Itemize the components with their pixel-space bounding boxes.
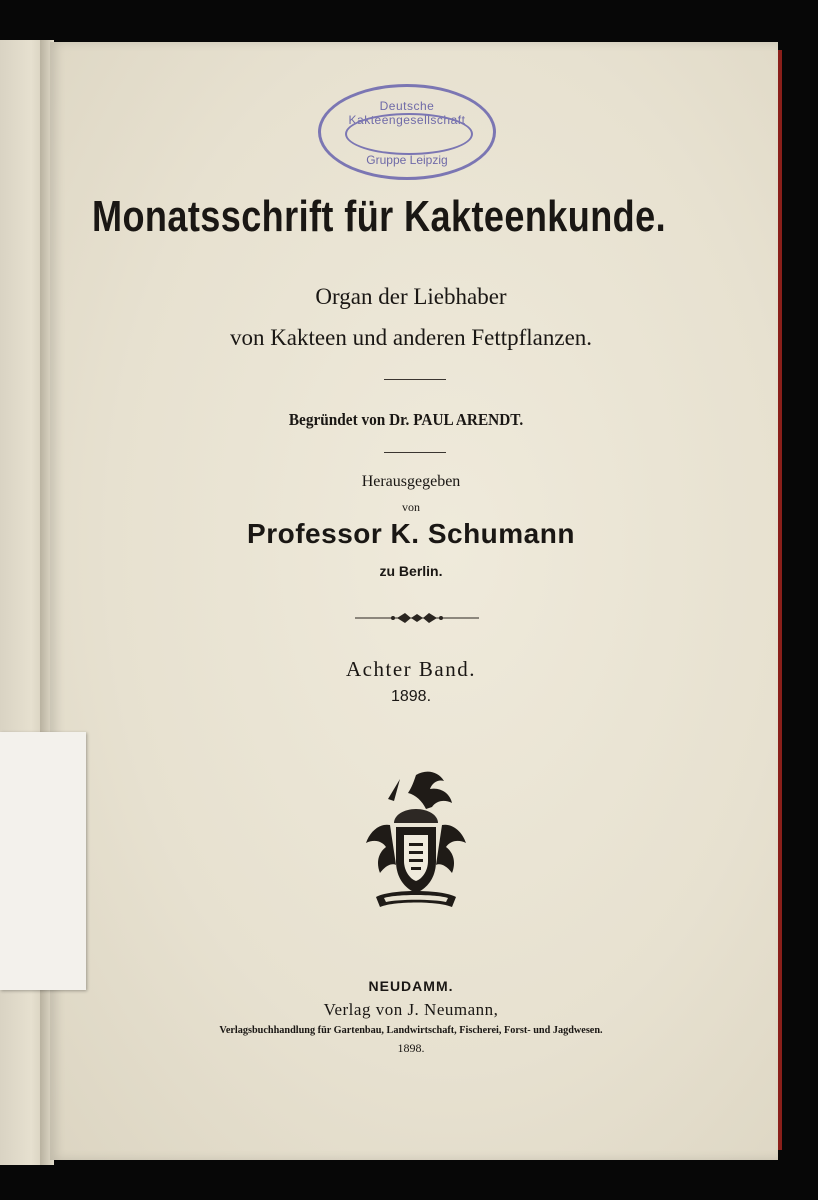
volume-year: 1898. <box>390 688 432 705</box>
edited-von: von <box>402 500 420 514</box>
subtitle-line-2: von Kakteen und anderen Fettpflanzen. <box>229 325 593 350</box>
library-stamp <box>318 84 496 180</box>
stamp-bottom-text: Gruppe Leipzig <box>366 153 448 167</box>
publication-place: NEUDAMM. <box>368 978 454 994</box>
paper-label-slip <box>0 732 86 990</box>
editor-location: zu Berlin. <box>379 563 443 579</box>
stamp-top-text: Deutsche Kakteengesellschaft <box>348 99 466 127</box>
volume-label: Achter Band. <box>346 657 476 681</box>
editor-name: Professor K. Schumann <box>247 518 575 549</box>
publisher-year: 1898. <box>397 1041 425 1055</box>
publisher-crest-icon <box>360 765 472 915</box>
publisher-trades: Verlagsbuchhandlung für Gartenbau, Landwirtschaft, Fischerei, Forst- und Jagdwesen. <box>219 1024 603 1036</box>
founded-by: Begründet von Dr. PAUL ARENDT. <box>288 410 524 429</box>
ornamental-divider-icon <box>355 610 479 626</box>
stamp-inner-oval <box>345 113 473 155</box>
publisher-name: Verlag von J. Neumann, <box>323 1000 499 1019</box>
subtitle-line-1: Organ der Liebhaber <box>315 284 507 309</box>
divider-rule-2 <box>384 452 446 453</box>
edited-label: Herausgegeben <box>361 473 461 490</box>
divider-rule-1 <box>384 379 446 380</box>
page-title: Monatsschrift für Kakteenkunde. <box>91 192 667 241</box>
